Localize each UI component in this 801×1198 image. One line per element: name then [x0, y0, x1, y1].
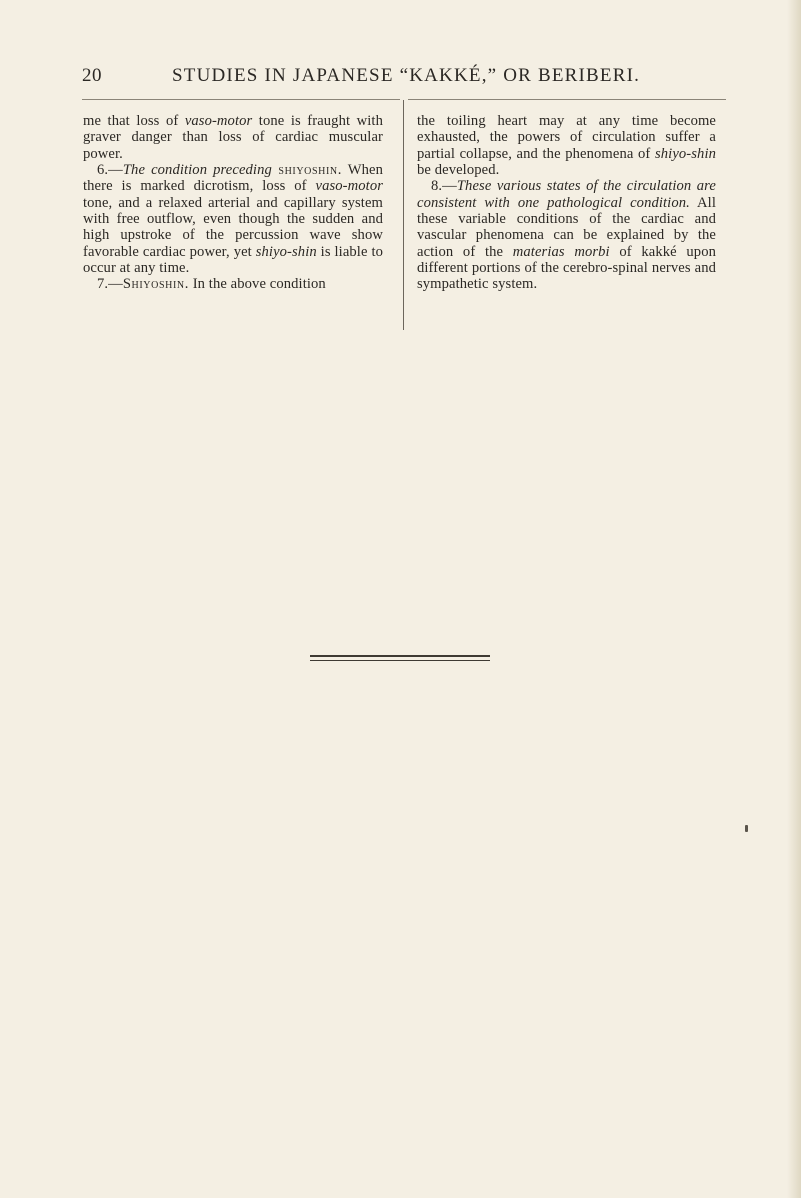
end-rule-thin: [310, 660, 490, 661]
text: be developed.: [417, 162, 500, 179]
right-column: [417, 113, 716, 293]
running-title: STUDIES IN JAPANESE “KAKKÉ,” OR BERIBERI.: [172, 65, 641, 86]
column-divider: [403, 100, 404, 330]
header-rule-left: [82, 99, 400, 100]
paragraph-6: [83, 162, 383, 276]
text: tone is fraught with graver danger than loss of cardiac muscular power.: [83, 113, 383, 162]
italic-term: materias morbi: [512, 243, 610, 260]
text: When there is marked dicrotism, loss of: [83, 162, 383, 195]
italic-term: shiyo-shin: [655, 145, 716, 162]
text: In the above condition: [188, 276, 326, 293]
text: the toiling heart may at any time become exhausted, the powers of circulation suffer a partial collapse, and the phenomena of: [417, 113, 716, 162]
text: is liable to occur at any time.: [83, 243, 383, 277]
left-column: [83, 113, 383, 293]
paragraph-8: [417, 178, 716, 292]
section-heading-term: shiyoshin.: [271, 162, 342, 179]
text: me that loss of: [83, 113, 185, 129]
text: tone, and a relaxed arterial and capillary system with free outflow, even though the sudden and high upstroke of the percussion wave show favorable cardiac power, yet: [83, 194, 383, 260]
section-heading: These various states of the circulation are consistent with one pathological condition.: [417, 178, 716, 211]
section-number: 8.—: [431, 178, 457, 195]
paper-speck: [745, 825, 748, 832]
page-edge-shadow: [787, 0, 801, 1198]
text: All these variable conditions of the cardiac and vascular phenomena can be explained by the action of the: [417, 194, 716, 260]
paragraph-continuation: [83, 113, 383, 162]
italic-term: vaso-motor: [315, 178, 383, 195]
header-rule-right: [408, 99, 726, 100]
text: of kakké upon different portions of the cerebro-spinal nerves and sympathetic system.: [417, 243, 716, 293]
page-number: 20: [82, 65, 102, 86]
italic-term: vaso-motor: [184, 113, 253, 129]
paragraph-7: [83, 276, 383, 292]
end-rule-thick: [310, 655, 490, 657]
section-heading-term: Shiyoshin.: [122, 276, 189, 293]
section-number: 7.—: [97, 276, 123, 293]
section-number: 6.—: [97, 162, 123, 179]
section-heading: The condition preceding: [122, 162, 272, 179]
paragraph-continuation: [417, 113, 716, 178]
italic-term: shiyo-shin: [255, 243, 317, 260]
